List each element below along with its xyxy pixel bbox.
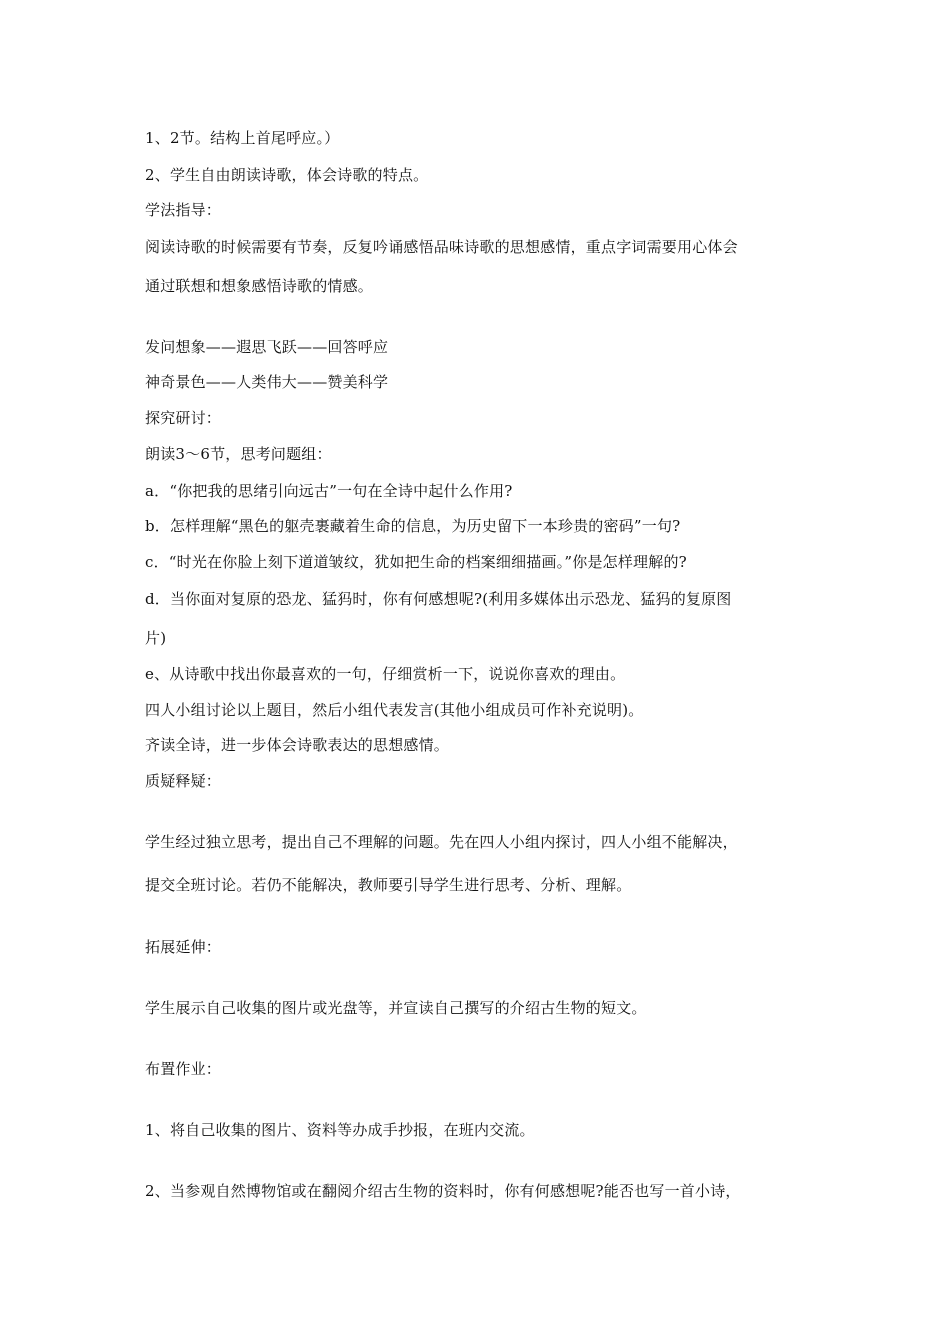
question-line: e、从诗歌中找出你最喜欢的一句，仔细赏析一下，说说你喜欢的理由。 <box>145 665 626 683</box>
question-line: d．当你面对复原的恐龙、猛犸时，你有何感想呢?(利用多媒体出示恐龙、猛犸的复原图 <box>145 590 732 608</box>
text-line: 1、将自己收集的图片、资料等办成手抄报，在班内交流。 <box>145 1121 535 1139</box>
text-line: 四人小组讨论以上题目，然后小组代表发言(其他小组成员可作补充说明)。 <box>145 701 644 719</box>
text-line: 通过联想和想象感悟诗歌的情感。 <box>145 277 374 295</box>
text-line: 神奇景色——人类伟大——赞美科学 <box>145 373 389 391</box>
section-heading: 学法指导： <box>145 201 222 219</box>
text-line: 学生展示自己收集的图片或光盘等，并宣读自己撰写的介绍古生物的短文。 <box>145 999 647 1017</box>
question-line: b．怎样理解“黑色的躯壳裹藏着生命的信息，为历史留下一本珍贵的密码”一句? <box>145 517 681 535</box>
text-line: 提交全班讨论。若仍不能解决，教师要引导学生进行思考、分析、理解。 <box>145 876 632 894</box>
section-heading: 拓展延伸： <box>145 938 222 956</box>
text-line: 齐读全诗，进一步体会诗歌表达的思想感情。 <box>145 736 450 754</box>
text-line: 2、当参观自然博物馆或在翻阅介绍古生物的资料时，你有何感想呢?能否也写一首小诗， <box>145 1182 741 1200</box>
text-line: 1、2节。结构上首尾呼应。） <box>145 129 340 147</box>
section-heading: 布置作业： <box>145 1060 222 1078</box>
section-heading: 探究研讨： <box>145 409 222 427</box>
text-line: 朗读3～6节，思考问题组： <box>145 445 332 463</box>
question-line: c．“时光在你脸上刻下道道皱纹，犹如把生命的档案细细描画。”你是怎样理解的? <box>145 553 687 571</box>
text-line: 学生经过独立思考，提出自己不理解的问题。先在四人小组内探讨，四人小组不能解决， <box>145 833 738 851</box>
section-heading: 质疑释疑： <box>145 772 222 790</box>
text-line: 阅读诗歌的时候需要有节奏，反复吟诵感悟品味诗歌的思想感情，重点字词需要用心体会 <box>145 238 738 256</box>
question-line: 片) <box>145 629 167 647</box>
text-line: 发问想象——遐思飞跃——回答呼应 <box>145 338 389 356</box>
text-line: 2、学生自由朗读诗歌，体会诗歌的特点。 <box>145 166 429 184</box>
question-line: a．“你把我的思绪引向远古”一句在全诗中起什么作用? <box>145 482 513 500</box>
